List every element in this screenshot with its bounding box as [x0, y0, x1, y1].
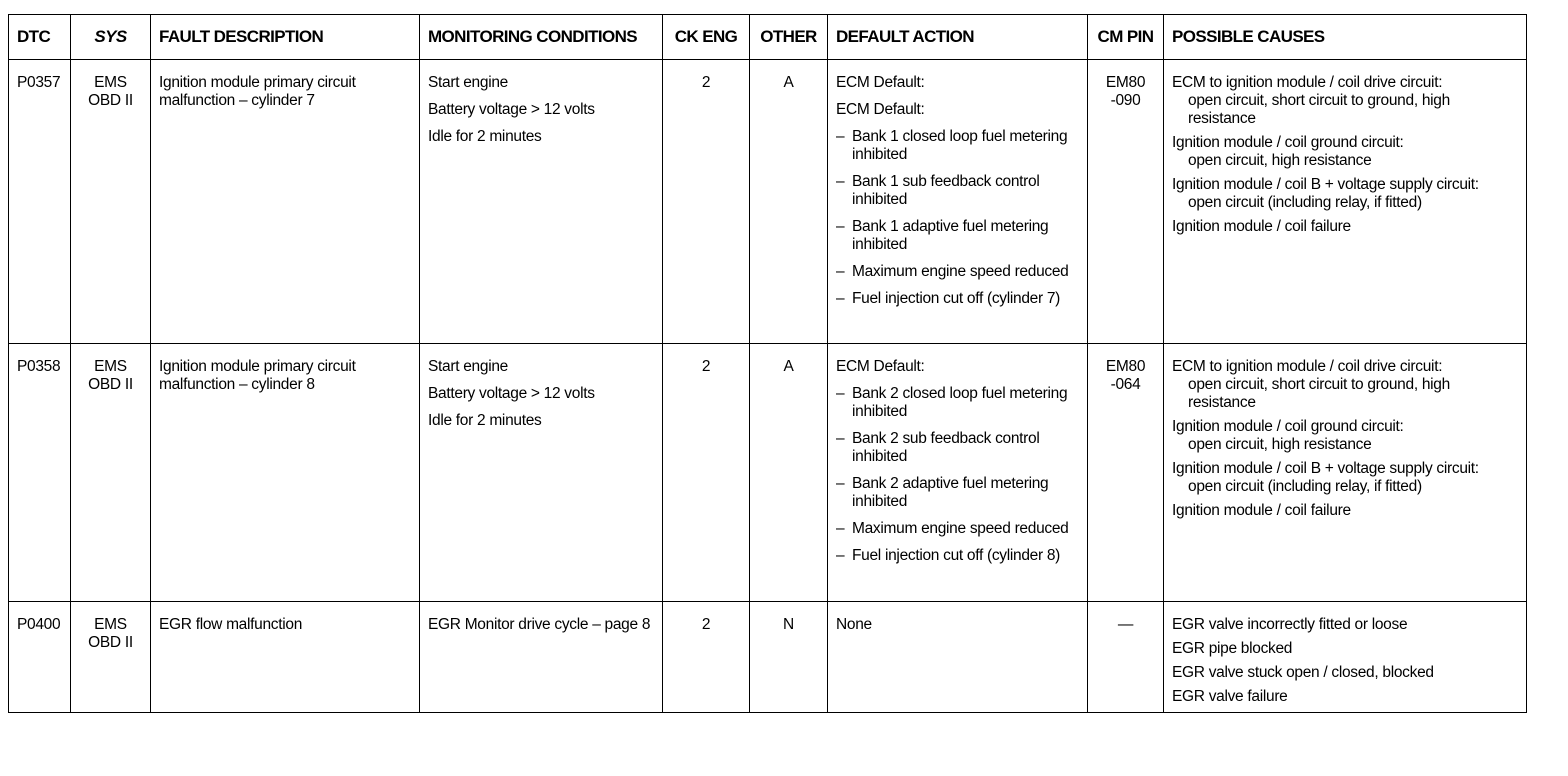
possible-cause-main: EGR valve failure — [1172, 688, 1288, 705]
header-possible-causes: POSSIBLE CAUSES — [1164, 15, 1527, 60]
monitoring-condition: Idle for 2 minutes — [428, 412, 542, 429]
sys-line: EMS — [94, 358, 127, 375]
default-action — [828, 60, 1088, 344]
possible-cause — [1172, 640, 1518, 658]
default-action-item: – Maximum engine speed reduced — [836, 263, 1079, 281]
default-action-item: – Bank 2 adaptive fuel metering inhibited — [836, 475, 1079, 511]
possible-cause-detail: open circuit, short circuit to ground, high resistance — [1188, 376, 1450, 411]
possible-causes — [1164, 60, 1527, 344]
header-fault-description: FAULT DESCRIPTION — [151, 15, 420, 60]
table-row — [9, 602, 1527, 713]
default-action-item: – Bank 1 closed loop fuel metering inhibited — [836, 128, 1079, 164]
sys-line: OBD II — [88, 376, 133, 393]
possible-causes — [1164, 602, 1527, 713]
sys-line: OBD II — [88, 634, 133, 651]
header-other: OTHER — [750, 15, 828, 60]
default-action-item: – Maximum engine speed reduced — [836, 520, 1079, 538]
default-action-item: – Bank 2 sub feedback control inhibited — [836, 430, 1079, 466]
possible-cause — [1172, 358, 1518, 412]
table-row — [9, 344, 1527, 602]
possible-cause-detail: open circuit (including relay, if fitted) — [1188, 194, 1422, 211]
header-monitoring-conditions: MONITORING CONDITIONS — [420, 15, 663, 60]
default-action-heading: ECM Default: — [836, 101, 925, 118]
header-ck-eng: CK ENG — [663, 15, 750, 60]
possible-cause — [1172, 418, 1518, 454]
header-default-action: DEFAULT ACTION — [828, 15, 1088, 60]
possible-causes — [1164, 344, 1527, 602]
monitoring-condition: Idle for 2 minutes — [428, 128, 542, 145]
other-value: A — [750, 344, 828, 602]
ck-eng-value: 2 — [663, 60, 750, 344]
default-action-heading: ECM Default: — [836, 74, 925, 91]
possible-cause — [1172, 460, 1518, 496]
possible-cause-main: ECM to ignition module / coil drive circuit: — [1172, 358, 1443, 375]
cm-pin-line: -064 — [1110, 376, 1141, 393]
possible-cause-main: Ignition module / coil ground circuit: — [1172, 418, 1404, 435]
header-dtc: DTC — [9, 15, 71, 60]
default-action-item: – Bank 1 adaptive fuel metering inhibited — [836, 218, 1079, 254]
sys-line: EMS — [94, 74, 127, 91]
monitoring-condition: Battery voltage > 12 volts — [428, 385, 595, 402]
monitoring-conditions — [420, 602, 663, 713]
possible-cause — [1172, 502, 1518, 520]
dtc-table-body — [9, 60, 1527, 713]
fault-description: Ignition module primary circuit malfunction – cylinder 8 — [151, 344, 420, 602]
possible-cause-main: EGR valve incorrectly fitted or loose — [1172, 616, 1408, 633]
default-action-item: – Fuel injection cut off (cylinder 7) — [836, 290, 1079, 308]
fault-description: Ignition module primary circuit malfunction – cylinder 7 — [151, 60, 420, 344]
cm-pin-cell — [1088, 602, 1164, 713]
cm-pin-line: -090 — [1110, 92, 1141, 109]
default-action-item: – Bank 2 closed loop fuel metering inhibited — [836, 385, 1079, 421]
monitoring-conditions — [420, 60, 663, 344]
cm-pin-line: EM80 — [1105, 358, 1146, 375]
monitoring-conditions — [420, 344, 663, 602]
possible-cause-main: Ignition module / coil failure — [1172, 502, 1351, 519]
monitoring-condition: Battery voltage > 12 volts — [428, 101, 595, 118]
header-sys: SYS — [71, 15, 151, 60]
cm-pin-line: — — [1117, 616, 1134, 633]
header-cm-pin: CM PIN — [1088, 15, 1164, 60]
default-action-heading: None — [836, 616, 872, 633]
table-row — [9, 60, 1527, 344]
dtc-code: P0357 — [9, 60, 71, 344]
possible-cause-main: ECM to ignition module / coil drive circuit: — [1172, 74, 1443, 91]
cm-pin-line: EM80 — [1105, 74, 1146, 91]
possible-cause-detail: open circuit, high resistance — [1188, 152, 1372, 169]
possible-cause — [1172, 664, 1518, 682]
sys-line: OBD II — [88, 92, 133, 109]
possible-cause-detail: open circuit, short circuit to ground, high resistance — [1188, 92, 1450, 127]
header-row — [9, 15, 1527, 60]
possible-cause-detail: open circuit (including relay, if fitted) — [1188, 478, 1422, 495]
possible-cause-main: Ignition module / coil ground circuit: — [1172, 134, 1404, 151]
monitoring-condition: EGR Monitor drive cycle – page 8 — [428, 616, 651, 633]
possible-cause — [1172, 74, 1518, 128]
other-value: A — [750, 60, 828, 344]
cm-pin-cell — [1088, 344, 1164, 602]
monitoring-condition: Start engine — [428, 74, 508, 91]
sys-line: EMS — [94, 616, 127, 633]
other-value: N — [750, 602, 828, 713]
default-action — [828, 344, 1088, 602]
monitoring-condition: Start engine — [428, 358, 508, 375]
dtc-table-sheet — [8, 14, 1527, 713]
default-action-heading: ECM Default: — [836, 358, 925, 375]
possible-cause-main: Ignition module / coil failure — [1172, 218, 1351, 235]
possible-cause — [1172, 688, 1518, 706]
possible-cause-main: Ignition module / coil B + voltage supply circuit: — [1172, 176, 1479, 193]
sys-cell — [71, 602, 151, 713]
cm-pin-cell — [1088, 60, 1164, 344]
default-action-item: – Bank 1 sub feedback control inhibited — [836, 173, 1079, 209]
possible-cause — [1172, 616, 1518, 634]
possible-cause — [1172, 176, 1518, 212]
ck-eng-value: 2 — [663, 602, 750, 713]
default-action-item: – Fuel injection cut off (cylinder 8) — [836, 547, 1079, 565]
sys-cell — [71, 60, 151, 344]
dtc-code: P0358 — [9, 344, 71, 602]
possible-cause-main: Ignition module / coil B + voltage supply circuit: — [1172, 460, 1479, 477]
possible-cause-detail: open circuit, high resistance — [1188, 436, 1372, 453]
possible-cause — [1172, 218, 1518, 236]
dtc-table — [8, 14, 1527, 713]
sys-cell — [71, 344, 151, 602]
fault-description: EGR flow malfunction — [151, 602, 420, 713]
dtc-code: P0400 — [9, 602, 71, 713]
default-action — [828, 602, 1088, 713]
possible-cause-main: EGR valve stuck open / closed, blocked — [1172, 664, 1434, 681]
ck-eng-value: 2 — [663, 344, 750, 602]
possible-cause-main: EGR pipe blocked — [1172, 640, 1293, 657]
possible-cause — [1172, 134, 1518, 170]
